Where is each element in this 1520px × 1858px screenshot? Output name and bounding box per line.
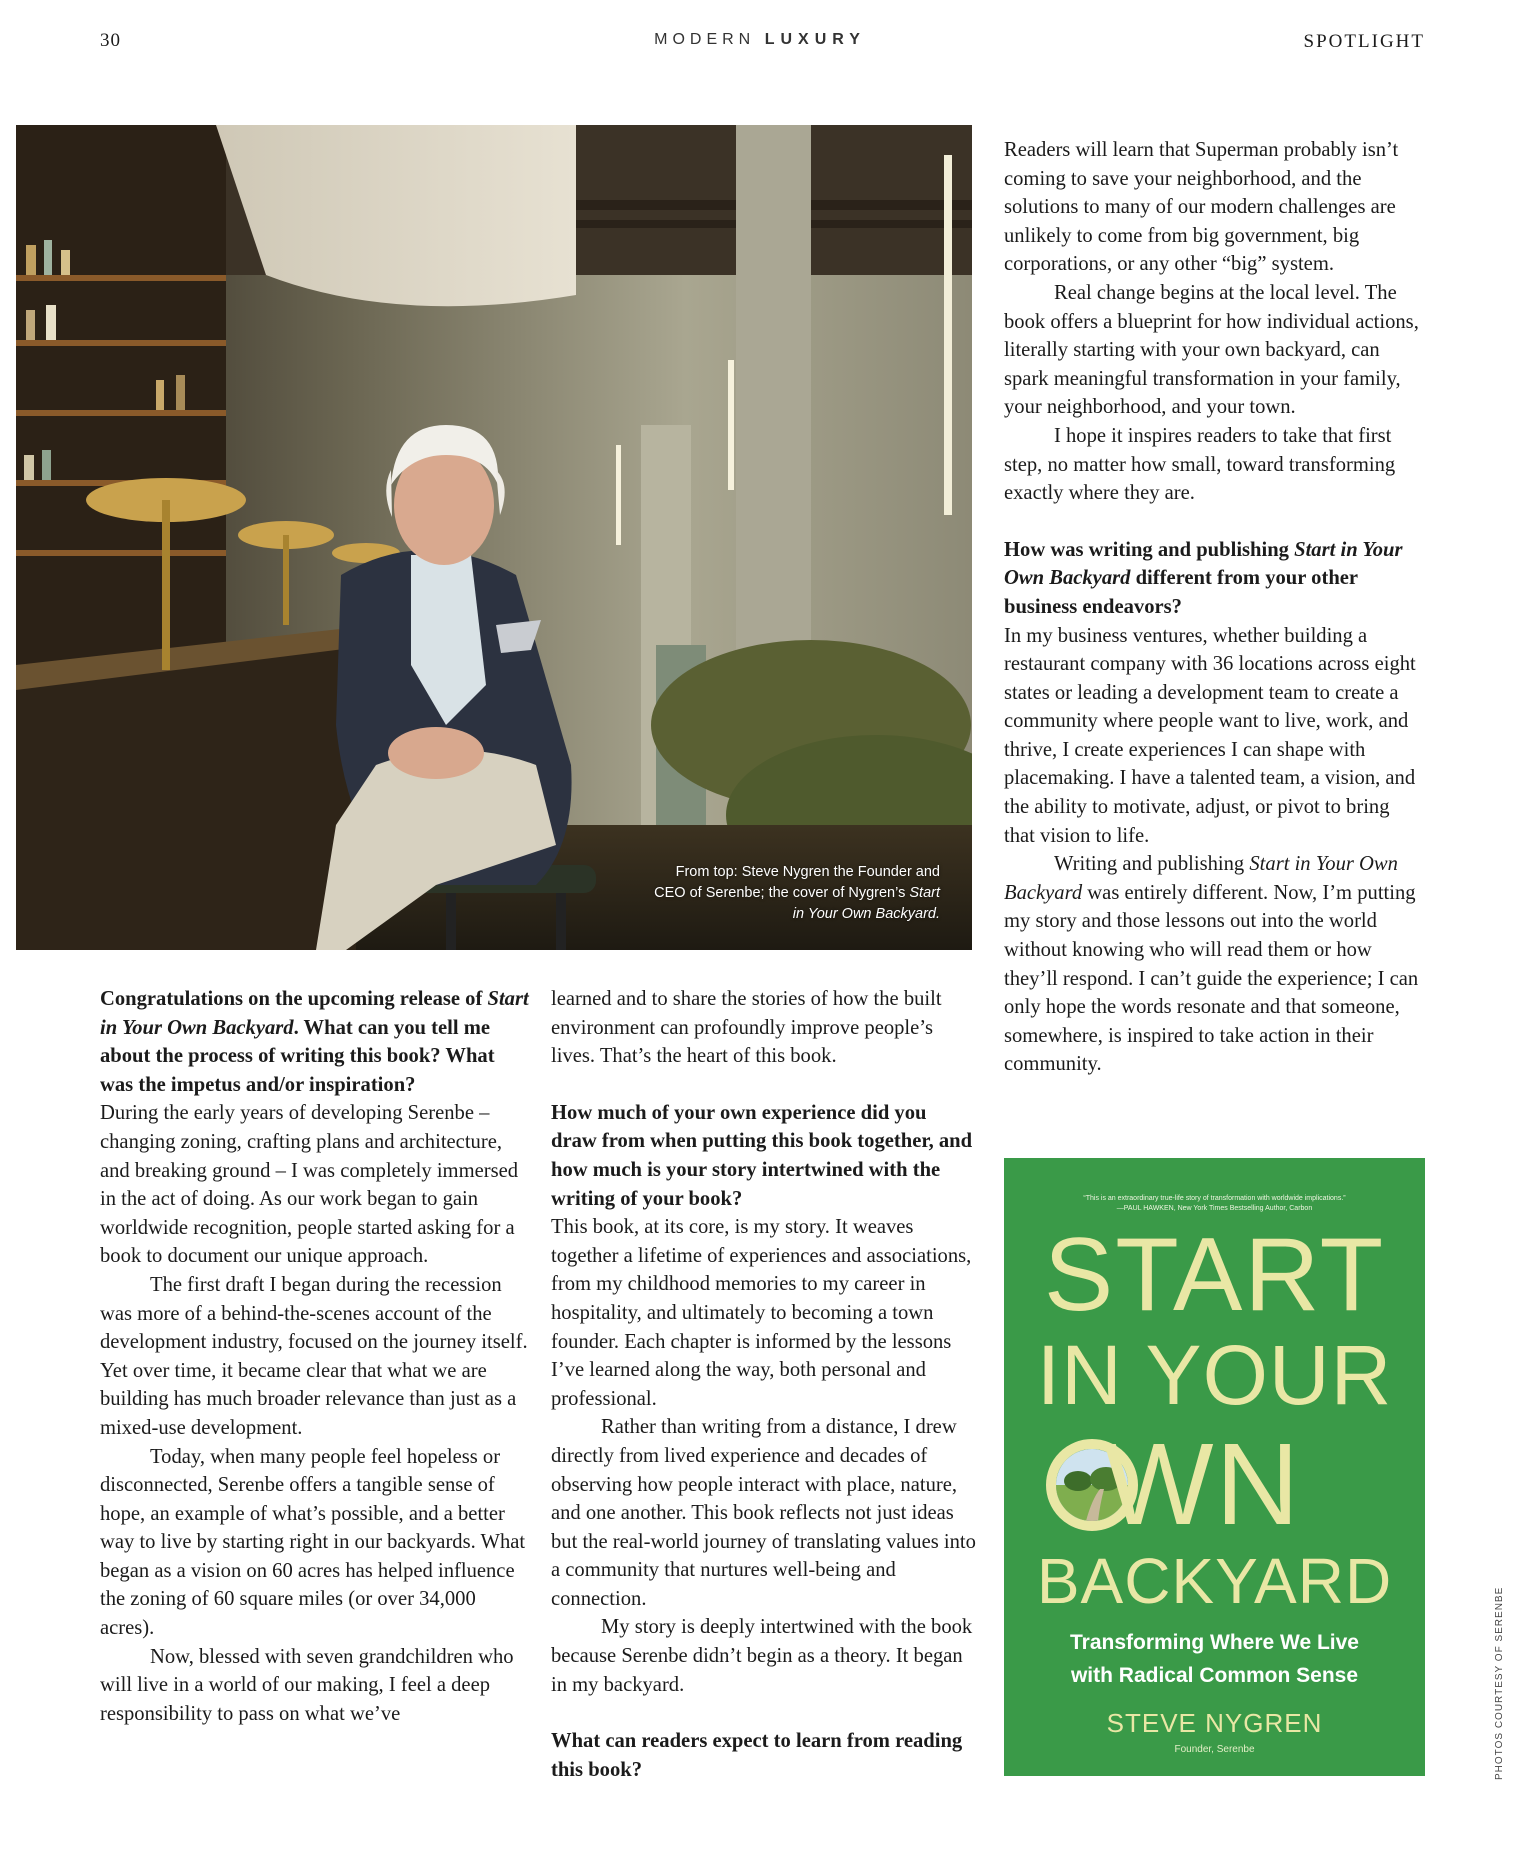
book-title-line-1: START — [1043, 1217, 1386, 1333]
question-1 — [100, 985, 530, 1099]
answer-1-paragraph-3: Today, when many people feel hopeless or disconnected, Serenbe offers a tangible sense of hope, an example of what’s possible, and a better way to live by starting right in our backyards. What began as a vision on 60 acres has helped influence the zoning of 60 square miles (or over 34,000 acres). — [100, 1445, 526, 1640]
answer-2-paragraph-2: Rather than writing from a distance, I drew directly from lived experience and decades of observing how people interact with place, nature, and one another. This book reflects not just ideas but the real-world journey of translating values into a community that nurtures well-being and connection. — [551, 1416, 976, 1610]
photo-caption — [650, 862, 940, 925]
book-title-line-4: BACKYARD — [1036, 1545, 1393, 1617]
answer-3-paragraph-3: I hope it inspires readers to take that first step, no matter how small, toward transforming exactly where they are. — [1004, 424, 1396, 505]
book-title-line-3: WN — [1104, 1419, 1302, 1549]
book-subtitle-line-1: Transforming Where We Live — [1069, 1631, 1359, 1654]
book-title-own-row — [1004, 1419, 1425, 1549]
portrait-photo — [16, 125, 972, 950]
book-author: STEVE NYGREN — [1106, 1708, 1323, 1738]
page-number: 30 — [100, 30, 121, 51]
answer-4-paragraph-1: In my business ventures, whether building a restaurant company with 36 locations across eight states or leading a development team to create a community where people want to live, work, and thrive, I create experiences I can shape with placemaking. I have a talented team, a vision, and the ability to motivate, adjust, or pivot to bring that vision to life. — [1004, 624, 1416, 847]
caption-book-title: Start in Your Own Backyard. — [792, 885, 940, 922]
article-column-right — [1004, 136, 1424, 1079]
answer-4-text: Writing and publishing — [1054, 853, 1250, 876]
answer-1-paragraph-2: The first draft I began during the recession was more of a behind-the-scenes account of the development industry, focused on the journey itself. Yet over time, it became clear that what we are building has much broader relevance than just as a mixed-use development. — [100, 1273, 528, 1439]
question-4-text-cont: different from your other business endeavors? — [1004, 567, 1358, 618]
answer-1-paragraph-4: Now, blessed with seven grandchildren who will live in a world of our making, I feel a deep responsibility to pass on what we’ve — [100, 1645, 514, 1725]
answer-4-paragraph-2 — [1004, 850, 1424, 1079]
book-title-line-2: IN YOUR — [1036, 1328, 1393, 1422]
book-author-role: Founder, Serenbe — [1174, 1744, 1255, 1755]
book-title — [1004, 1213, 1425, 1617]
article-column-middle — [551, 985, 977, 1784]
masthead-bold: LUXURY — [764, 31, 866, 48]
answer-3-paragraph-2: Real change begins at the local level. The book offers a blueprint for how individual actions, literally starting with your own backyard, can spark meaningful transformation in your family, your neighborhood, and your town. — [1004, 281, 1419, 419]
masthead — [0, 31, 1520, 49]
book-blurb — [1004, 1194, 1425, 1214]
question-1-text-cont: . What can you tell me about the process of writing this book? What was the impetus and/or inspiration? — [100, 1016, 495, 1096]
question-1-book-title: Start in Your Own Backyard — [100, 988, 529, 1039]
question-1-text: Congratulations on the upcoming release of — [100, 988, 488, 1010]
answer-2-paragraph-1: This book, at its core, is my story. It weaves together a lifetime of experiences and associations, from my childhood memories to my career in hospitality, and ultimately to becoming a town founder. Each chapter is informed by the lessons I’ve learned along the way, both personal and professional. — [551, 1216, 972, 1410]
answer-4-book-title: Start in Your Own Backyard — [1004, 853, 1398, 904]
masthead-light: MODERN — [654, 31, 756, 48]
book-blurb-attribution: —PAUL HAWKEN, New York Times Bestselling Author, Carbon — [1116, 1205, 1313, 1212]
section-label: SPOTLIGHT — [1303, 31, 1425, 52]
book-subtitle — [1004, 1626, 1425, 1692]
book-blurb-quote: “This is an extraordinary true-life story of transformation with worldwide implications.” — [1083, 1195, 1346, 1202]
question-4-text: How was writing and publishing — [1004, 538, 1295, 561]
question-4 — [1004, 536, 1424, 622]
book-subtitle-line-2: with Radical Common Sense — [1070, 1664, 1359, 1687]
answer-4-text-cont: was entirely different. Now, I’m putting my story and those lessons out into the world without knowing who will read them or how they’ll respond. I can’t guide the experience; I can only hope the words resonate and that someone, somewhere, is inspired to take action in their community. — [1004, 881, 1419, 1076]
answer-1-paragraph-1: During the early years of developing Serenbe – changing zoning, crafting plans and architecture, and breaking ground – I was completely immersed in the act of doing. As our work began to gain worldwide recognition, people started asking for a book to document our unique approach. — [100, 1102, 519, 1268]
book-cover — [1004, 1158, 1425, 1776]
answer-3-paragraph-1: Readers will learn that Superman probably isn’t coming to save your neighborhood, and the solutions to many of our modern challenges are unlikely to come from big government, big corporations, or any other “big” system. — [1004, 139, 1399, 276]
portrait-photo-illustration — [16, 125, 972, 950]
question-4-book-title: Start in Your Own Backyard — [1004, 538, 1403, 590]
caption-text: From top: Steve Nygren the Founder and CEO of Serenbe; the cover of Nygren’s — [654, 864, 940, 901]
article-column-left — [100, 985, 530, 1728]
answer-1-paragraph-4-cont: learned and to share the stories of how the built environment can profoundly improve people’s lives. That’s the heart of this book. — [551, 988, 942, 1068]
question-2: How much of your own experience did you draw from when putting this book together, and how much is your story intertwined with the writing of your book? — [551, 1101, 973, 1210]
photo-credit: PHOTOS COURTESY OF SERENBE — [1494, 1586, 1505, 1780]
question-3: What can readers expect to learn from reading this book? — [551, 1730, 963, 1781]
answer-2-paragraph-3: My story is deeply intertwined with the book because Serenbe didn’t begin as a theory. It began in my backyard. — [551, 1616, 973, 1696]
